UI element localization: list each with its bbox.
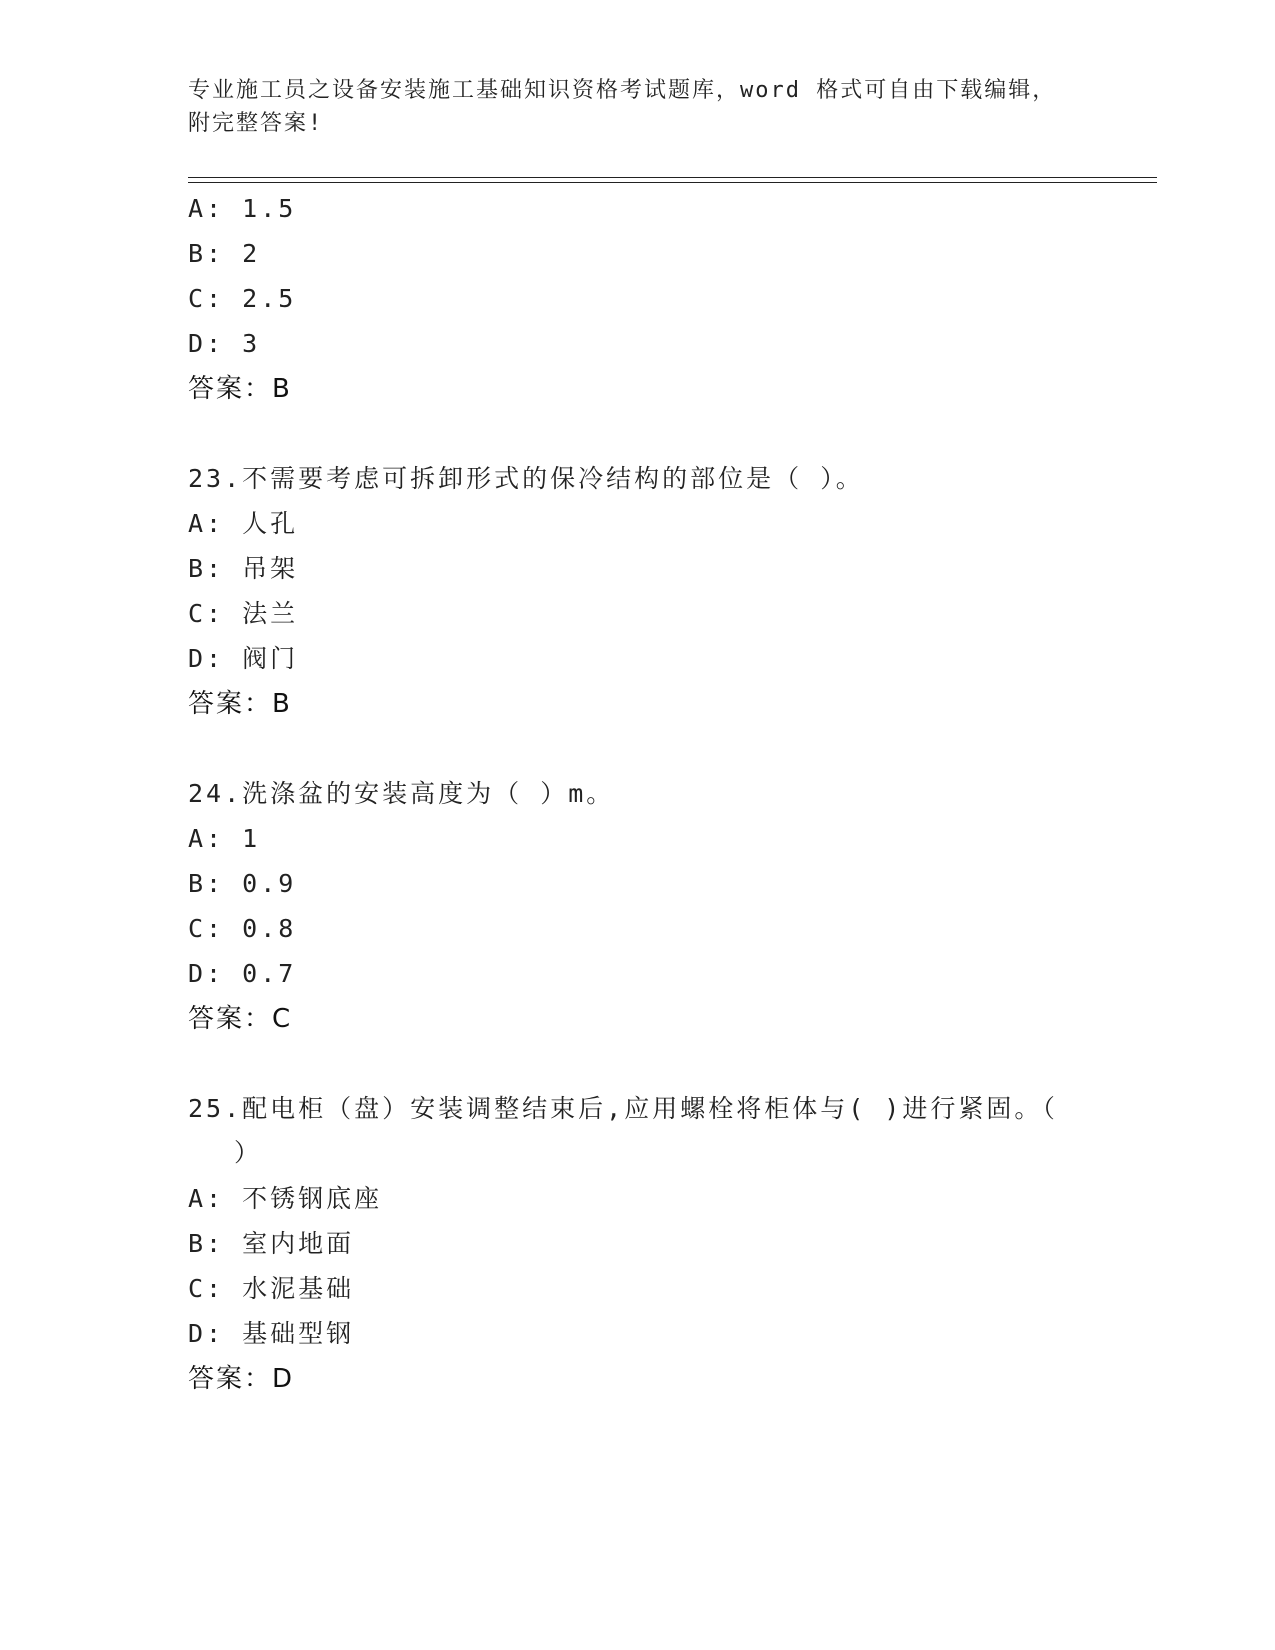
q24-option-c: C: 0.8	[188, 914, 297, 943]
document-header	[188, 74, 1088, 140]
option-c: C: 2.5	[188, 284, 297, 313]
question-24-text: 24.洗涤盆的安装高度为（ ）m。	[188, 779, 615, 808]
q24-answer: 答案：C	[188, 1004, 293, 1034]
q24-option-b: B: 0.9	[188, 869, 297, 898]
q25-option-d: D: 基础型钢	[188, 1319, 355, 1348]
question-25-text: 25.配电柜（盘）安装调整结束后,应用螺栓将柜体与( )进行紧固。（	[188, 1094, 1058, 1123]
header-line-2: 附完整答案!	[188, 111, 324, 136]
header-line-1: 专业施工员之设备安装施工基础知识资格考试题库，word 格式可自由下载编辑，	[188, 78, 1057, 103]
q25-answer: 答案：D	[188, 1364, 295, 1394]
header-rule-top	[188, 177, 1157, 178]
q23-option-d: D: 阀门	[188, 644, 299, 673]
q25-option-a: A: 不锈钢底座	[188, 1184, 383, 1213]
q23-option-c: C: 法兰	[188, 599, 299, 628]
q23-answer: 答案：B	[188, 689, 292, 719]
q25-option-c: C: 水泥基础	[188, 1274, 355, 1303]
option-b: B: 2	[188, 239, 261, 268]
option-a: A: 1.5	[188, 194, 297, 223]
question-25-text-continued: ）	[234, 1138, 263, 1167]
option-d: D: 3	[188, 329, 261, 358]
q25-option-b: B: 室内地面	[188, 1229, 355, 1258]
answer-label: 答案：B	[188, 374, 292, 404]
q24-option-a: A: 1	[188, 824, 261, 853]
question-23-text: 23.不需要考虑可拆卸形式的保冷结构的部位是（ ）。	[188, 464, 864, 493]
q24-option-d: D: 0.7	[188, 959, 297, 988]
header-rule-bottom	[188, 182, 1157, 183]
q23-option-a: A: 人孔	[188, 509, 299, 538]
q23-option-b: B: 吊架	[188, 554, 299, 583]
